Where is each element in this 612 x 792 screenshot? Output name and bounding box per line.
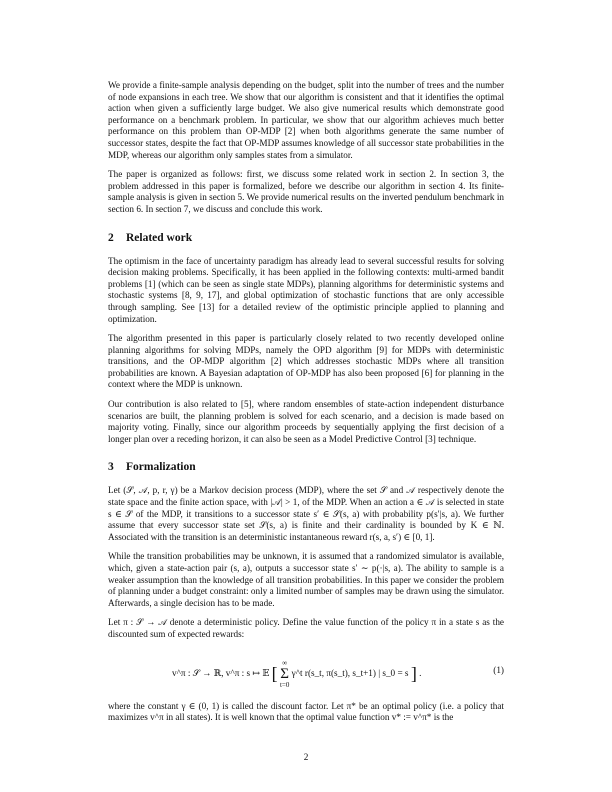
summation <box>280 659 289 689</box>
related-paragraph-3: Our contribution is also related to [5], where random ensembles of state-action independent disturbance scenarios are built, the planning problem is solved for each scenario, and a decision is made based on majority voting. Finally, since our algorithm proceeds by sequentially applying the first decision of a longer plan over a receding horizon, it can also be seen as a Model Predictive Control [3] technique. <box>108 399 504 444</box>
section-title: Formalization <box>126 461 196 474</box>
right-bracket: ] <box>410 663 417 684</box>
equation-1 <box>108 649 504 695</box>
intro-paragraph-1: We provide a finite-sample analysis depending on the budget, split into the number of trees and the number of node expansions in each tree. We show that our algorithm is consistent and that it identifies the optimal action when given a sufficiently large budget. We also give numerical results which demonstrate good performance on a benchmark problem. In particular, we show that our algorithm achieves much better performance on this problem than OP-MDP [2] when both algorithms generate the same number of successor states, despite the fact that OP-MDP assumes knowledge of all successor state probabilities in the MDP, whereas our algorithm only samples states from a simulator. <box>108 80 504 160</box>
equation-left: v^π : 𝒮 → ℝ, v^π : s ↦ 𝔼 <box>172 667 270 678</box>
formal-paragraph-4: where the constant γ ∈ (0, 1) is called the discount factor. Let π* be an optimal policy (i.e. a policy that maximizes v^π in all states). It is well known that the optimal value function v* := v^π* is the <box>108 700 504 723</box>
section-heading-related-work <box>108 232 504 244</box>
formal-paragraph-3: Let π : 𝒮 → 𝒜 denote a deterministic policy. Define the value function of the policy π in a state s as the discounted sum of expected rewards: <box>108 617 504 639</box>
formal-paragraph-1: Let (𝒮, 𝒜, p, r, γ) be a Markov decision process (MDP), where the set 𝒮 and 𝒜 respectively denote the state space and the finite action space, with |𝒜| > 1, of the MDP. When an action a ∈ 𝒜 is selected in state s ∈ 𝒮 of the MDP, it transitions to a successor state s′ ∈ 𝒮(s, a) with probability p(s′|s, a). We further assume that every successor state set 𝒮(s, a) is finite and their cardinality is bounded by K ∈ ℕ. Associated with the transition is an deterministic instantaneous reward r(s, a, s′) ∈ [0, 1]. <box>108 485 504 542</box>
related-paragraph-2: The algorithm presented in this paper is particularly closely related to two recently developed online planning algorithms for solving MDPs, namely the OPD algorithm [9] for MDPs with deterministic transitions, and the OP-MDP algorithm [2] which addresses stochastic MDPs where all transition probabilities are known. A Bayesian adaptation of OP-MDP has also been proposed [6] for planning in the context where the MDP is unknown. <box>108 333 504 390</box>
section-title: Related work <box>126 231 193 244</box>
section-number: 3 <box>108 461 114 474</box>
equation-period: . <box>419 667 422 678</box>
formal-paragraph-2: While the transition probabilities may be unknown, it is assumed that a randomized simulator is available, which, given a state-action pair (s, a), outputs a successor state s′ ∼ p(·|s, a). The ability to sample is a weaker assumption than the knowledge of all transition probabilities. In this paper we consider the problem of planning under a budget constraint: only a limited number of samples may be drawn using the simulator. Afterwards, a single decision has to be made. <box>108 551 504 608</box>
intro-paragraph-2: The paper is organized as follows: first, we discuss some related work in section 2. In section 3, the problem addressed in this paper is formalized, before we describe our algorithm in section 4. Its finite-sample analysis is given in section 5. We provide numerical results on the inverted pendulum benchmark in section 6. In section 7, we discuss and conclude this work. <box>108 169 504 214</box>
equation-number: (1) <box>493 664 504 675</box>
section-number: 2 <box>108 231 114 244</box>
left-bracket: [ <box>271 663 278 684</box>
page-content <box>108 80 504 732</box>
sum-lower: t=0 <box>279 680 290 689</box>
section-heading-formalization <box>108 461 504 473</box>
sum-upper: ∞ <box>282 658 288 667</box>
related-paragraph-1: The optimism in the face of uncertainty paradigm has already lead to several successful results for solving decision making problems. Specifically, it has been applied in the following contexts: multi-armed bandit problems [1] (which can be seen as single state MDPs), planning algorithms for deterministic systems and stochastic systems [8, 9, 17], and global optimization of stochastic functions that are only accessible through sampling. See [13] for a detailed review of the optimistic principle applied to planning and optimization. <box>108 255 504 324</box>
equation-inner: γ^t r(s_t, π(s_t), s_t+1) | s_0 = s <box>291 667 409 678</box>
page-number: 2 <box>303 752 309 762</box>
sigma-symbol: Σ <box>280 665 290 682</box>
